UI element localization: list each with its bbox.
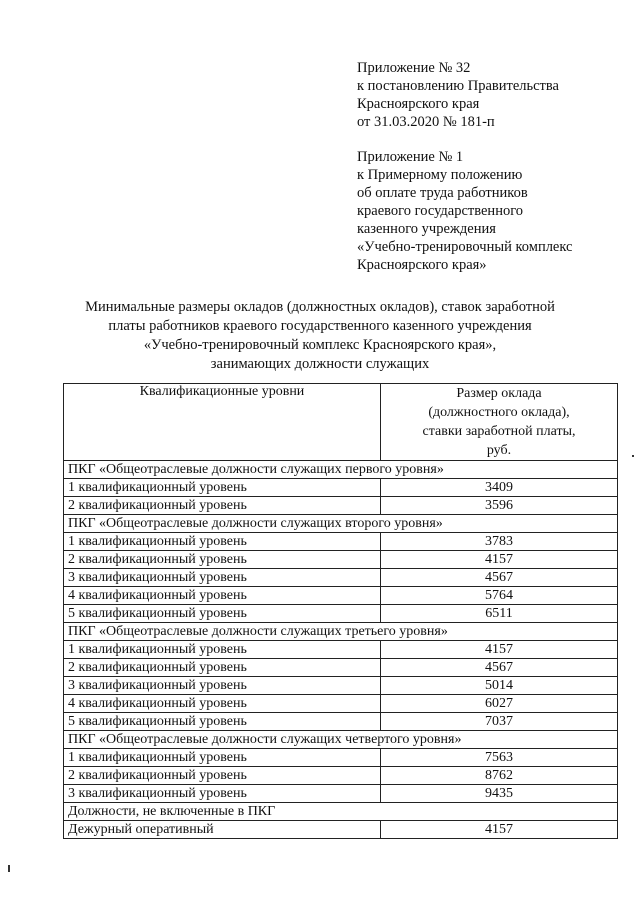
annex-line: Приложение № 1 — [357, 149, 464, 165]
table-row — [64, 587, 618, 605]
salary-value-cell: 6027 — [381, 695, 618, 713]
annex-line: казенного учреждения — [357, 221, 496, 237]
annex-line: краевого государственного — [357, 203, 524, 219]
table-row — [64, 641, 618, 659]
salary-value-cell: 8762 — [381, 767, 618, 785]
annex-line: к постановлению Правительства — [357, 78, 559, 94]
salary-value-cell: 3596 — [381, 497, 618, 515]
table-group-row — [64, 803, 618, 821]
salary-value-cell: 3409 — [381, 479, 618, 497]
group-label: ПКГ «Общеотраслевые должности служащих первого уровня» — [64, 461, 618, 479]
qualification-level-cell: 3 квалификационный уровень — [64, 677, 381, 695]
annex-line: от 31.03.2020 № 181-п — [357, 114, 495, 130]
salary-value-cell: 7563 — [381, 749, 618, 767]
qualification-level-cell: 2 квалификационный уровень — [64, 659, 381, 677]
table-row — [64, 605, 618, 623]
salary-value-cell: 5014 — [381, 677, 618, 695]
table-group-row — [64, 515, 618, 533]
salary-value-cell: 4157 — [381, 821, 618, 839]
table-row — [64, 749, 618, 767]
table-row — [64, 821, 618, 839]
salary-value-cell: 6511 — [381, 605, 618, 623]
qualification-level-cell: 3 квалификационный уровень — [64, 785, 381, 803]
qualification-level-cell: 1 квалификационный уровень — [64, 533, 381, 551]
table-row — [64, 677, 618, 695]
annex-reference-government-resolution — [357, 59, 627, 131]
title-line: Минимальные размеры окладов (должностных окладов), ставок заработной — [85, 299, 555, 315]
salary-value-cell: 3783 — [381, 533, 618, 551]
title-line: «Учебно-тренировочный комплекс Красноярского края», — [143, 337, 497, 353]
table-row — [64, 659, 618, 677]
table-row — [64, 695, 618, 713]
qualification-level-cell: 2 квалификационный уровень — [64, 767, 381, 785]
annex-line: к Примерному положению — [357, 167, 523, 183]
header-salary-line: руб. — [486, 443, 512, 458]
salary-value-cell: 5764 — [381, 587, 618, 605]
group-label: Должности, не включенные в ПКГ — [64, 803, 618, 821]
qualification-level-cell: 2 квалификационный уровень — [64, 497, 381, 515]
qualification-level-cell: 4 квалификационный уровень — [64, 587, 381, 605]
qualification-level-cell: 2 квалификационный уровень — [64, 551, 381, 569]
title-line: занимающих должности служащих — [210, 356, 430, 372]
title-line: платы работников краевого государственного казенного учреждения — [108, 318, 532, 334]
annex-line: об оплате труда работников — [357, 185, 528, 201]
header-salary-amount — [381, 384, 618, 461]
annex-line: Красноярского края» — [357, 257, 487, 273]
scan-artifact — [8, 865, 10, 872]
qualification-level-cell: 5 квалификационный уровень — [64, 713, 381, 731]
qualification-level-cell: 1 квалификационный уровень — [64, 641, 381, 659]
scan-artifact — [632, 455, 634, 457]
annex-reference-model-regulation — [357, 148, 627, 274]
header-salary-line: Размер оклада — [456, 386, 542, 401]
group-label: ПКГ «Общеотраслевые должности служащих четвертого уровня» — [64, 731, 618, 749]
salary-table-body — [64, 461, 618, 839]
table-header-row — [64, 384, 618, 461]
table-group-row — [64, 623, 618, 641]
document-title — [40, 298, 600, 374]
table-row — [64, 569, 618, 587]
table-row — [64, 479, 618, 497]
group-label: ПКГ «Общеотраслевые должности служащих третьего уровня» — [64, 623, 618, 641]
annex-line: «Учебно-тренировочный комплекс — [357, 239, 573, 255]
salary-value-cell: 4157 — [381, 641, 618, 659]
table-row — [64, 533, 618, 551]
qualification-level-cell: Дежурный оперативный — [64, 821, 381, 839]
salary-value-cell: 9435 — [381, 785, 618, 803]
salary-value-cell: 7037 — [381, 713, 618, 731]
table-row — [64, 551, 618, 569]
salary-table — [63, 383, 618, 839]
qualification-level-cell: 1 квалификационный уровень — [64, 479, 381, 497]
salary-value-cell: 4157 — [381, 551, 618, 569]
header-salary-line: (должностного оклада), — [428, 405, 570, 420]
table-group-row — [64, 731, 618, 749]
table-row — [64, 767, 618, 785]
qualification-level-cell: 1 квалификационный уровень — [64, 749, 381, 767]
header-qualification-levels: Квалификационные уровни — [64, 384, 381, 461]
qualification-level-cell: 4 квалификационный уровень — [64, 695, 381, 713]
qualification-level-cell: 3 квалификационный уровень — [64, 569, 381, 587]
annex-line: Красноярского края — [357, 96, 480, 112]
qualification-level-cell: 5 квалификационный уровень — [64, 605, 381, 623]
annex-line: Приложение № 32 — [357, 60, 471, 76]
table-row — [64, 497, 618, 515]
header-salary-line: ставки заработной платы, — [422, 424, 576, 439]
table-row — [64, 713, 618, 731]
salary-value-cell: 4567 — [381, 569, 618, 587]
table-row — [64, 785, 618, 803]
salary-value-cell: 4567 — [381, 659, 618, 677]
table-group-row — [64, 461, 618, 479]
group-label: ПКГ «Общеотраслевые должности служащих второго уровня» — [64, 515, 618, 533]
